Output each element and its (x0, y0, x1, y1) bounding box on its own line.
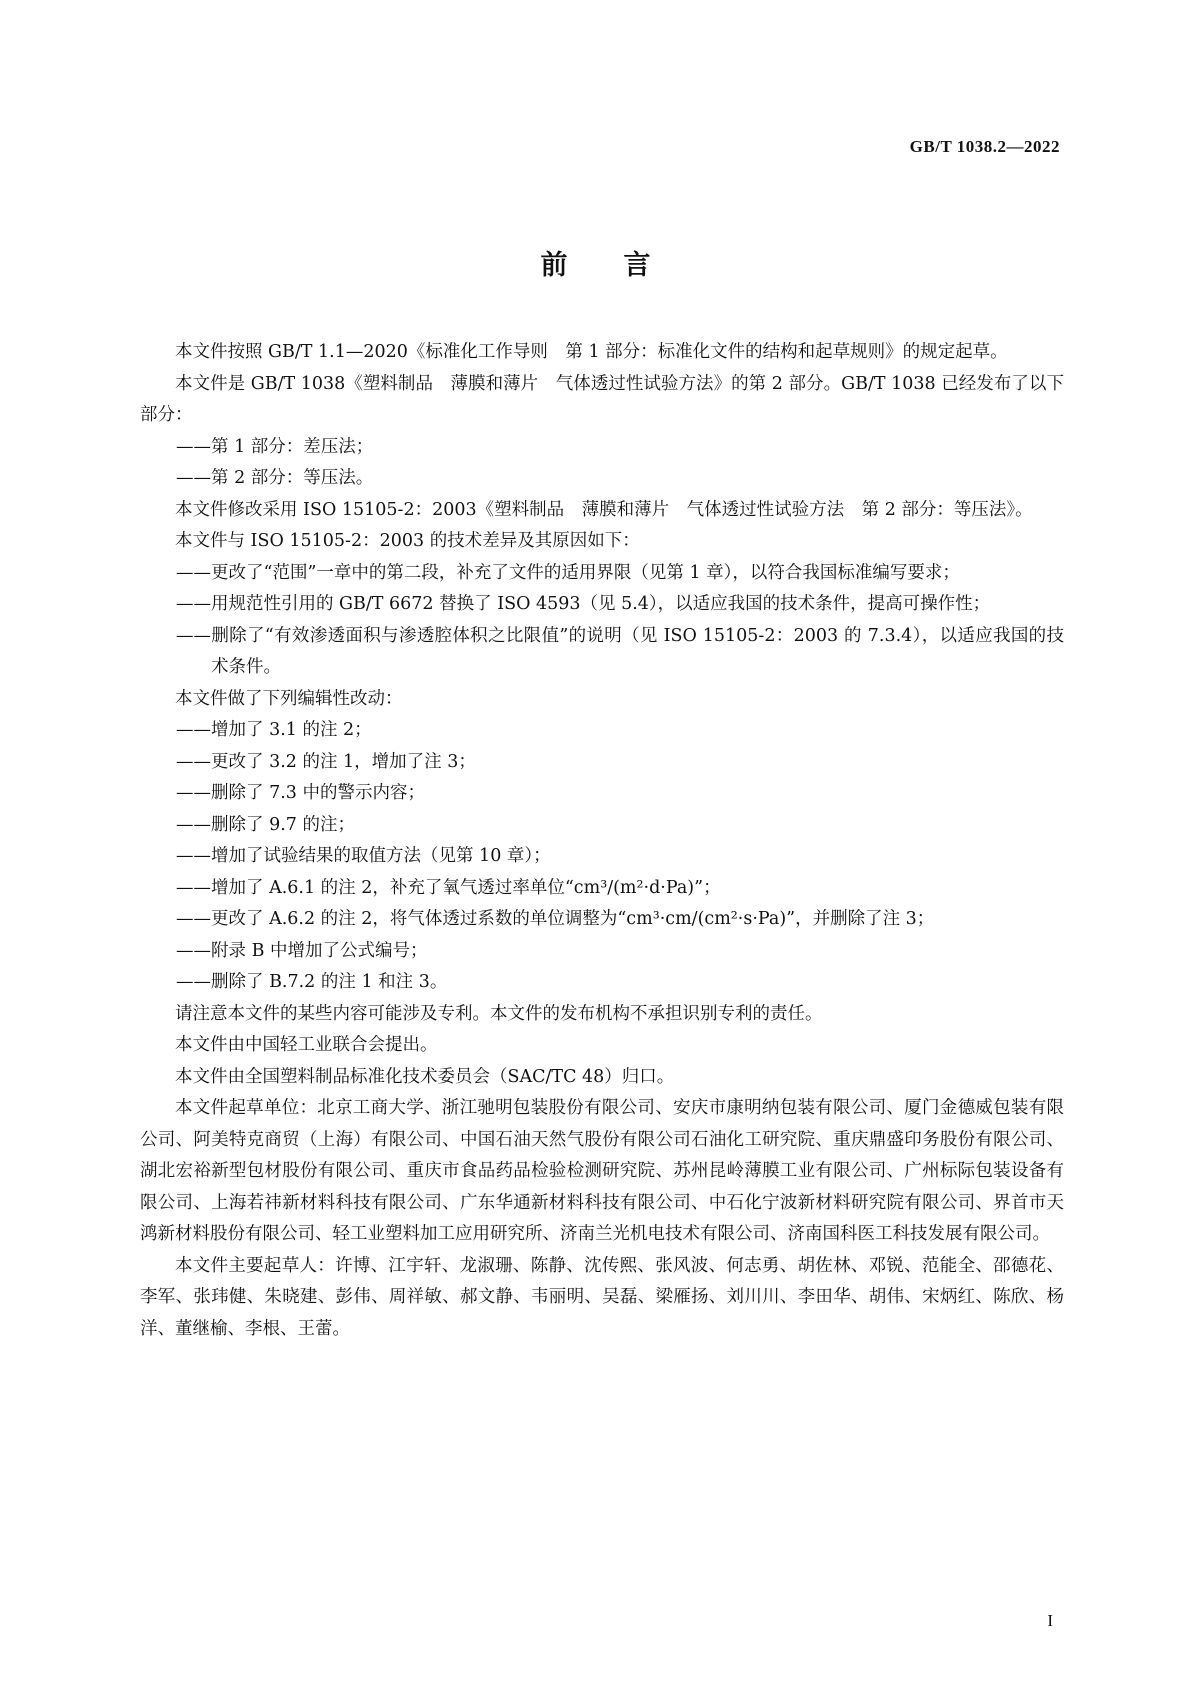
list-item: ——删除了“有效渗透面积与渗透腔体积之比限值”的说明（见 ISO 15105-2：2003 的 7.3.4），以适应我国的技术条件。 (176, 625, 1064, 677)
paragraph: 本文件修改采用 ISO 15105-2：2003《塑料制品 薄膜和薄片 气体透过性试验方法 第 2 部分：等压法》。 (175, 499, 1033, 520)
paragraph: 本文件由中国轻工业联合会提出。 (175, 1035, 438, 1055)
paragraph: 本文件做了下列编辑性改动： (175, 688, 403, 709)
paragraph: 本文件按照 GB/T 1.1—2020《标准化工作导则 第 1 部分：标准化文件的结构和起草规则》的规定起草。 (175, 342, 1008, 362)
paragraph: 本文件与 ISO 15105-2：2003 的技术差异及其原因如下： (175, 531, 640, 551)
list-item: ——更改了 A.6.2 的注 2，将气体透过系数的单位调整为“cm³·cm/(cm²·s·Pa)”，并删除了注 3； (176, 909, 935, 929)
page-title: 前言 (540, 250, 707, 281)
paragraph: 本文件主要起草人：许博、江宇轩、龙淑珊、陈静、沈传熙、张风波、何志勇、胡佐林、邓锐、范能全、邵德花、李军、张玮健、朱晓建、彭伟、周祥敏、郝文静、韦丽明、吴磊、梁雁扬、刘川川、李田华、胡伟、宋炳红、陈欣、杨洋、董继榆、李根、王蕾。 (140, 1255, 1064, 1339)
list-item: ——增加了试验结果的取值方法（见第 10 章）； (176, 846, 551, 866)
list-item: ——增加了 3.1 的注 2； (176, 720, 372, 740)
list-item: ——用规范性引用的 GB/T 6672 替换了 ISO 4593（见 5.4），以适应我国的技术条件，提高可操作性； (176, 594, 991, 614)
paragraph: 请注意本文件的某些内容可能涉及专利。本文件的发布机构不承担识别专利的责任。 (175, 1003, 823, 1024)
paragraph: 本文件由全国塑料制品标准化技术委员会（SAC/TC 48）归口。 (175, 1066, 675, 1087)
standard-code: GB/T 1038.2—2022 (909, 137, 1060, 156)
list-item: ——更改了“范围”一章中的第二段，补充了文件的适用界限（见第 1 章），以符合我国标准编写要求； (176, 562, 960, 583)
list-item: ——第 1 部分：差压法； (176, 436, 374, 457)
list-item: ——删除了 9.7 的注； (176, 814, 355, 835)
list-item: ——更改了 3.2 的注 1，增加了注 3； (176, 751, 476, 772)
list-item: ——增加了 A.6.1 的注 2，补充了氧气透过率单位“cm³/(m²·d·Pa)”； (176, 877, 721, 898)
body-text (140, 337, 1064, 1345)
paragraph: 本文件是 GB/T 1038《塑料制品 薄膜和薄片 气体透过性试验方法》的第 2 部分。GB/T 1038 已经发布了以下部分： (140, 373, 1064, 425)
list-item: ——第 2 部分：等压法。 (176, 468, 374, 488)
page-number: I (1047, 1611, 1053, 1630)
list-item: ——删除了 7.3 中的警示内容； (176, 783, 425, 803)
paragraph: 本文件起草单位：北京工商大学、浙江驰明包装股份有限公司、安庆市康明纳包装有限公司、厦门金德威包装有限公司、阿美特克商贸（上海）有限公司、中国石油天然气股份有限公司石油化工研究院、重庆鼎盛印务股份有限公司、湖北宏裕新型包材股份有限公司、重庆市食品药品检验检测研究院、苏州昆岭薄膜工业有限公司、广州标际包装设备有限公司、上海若祎新材料科技有限公司、广东华通新材料科技有限公司、中石化宁波新材料研究院有限公司、界首市天鸿新材料股份有限公司、轻工业塑料加工应用研究所、济南兰光机电技术有限公司、济南国科医工科技发展有限公司。 (140, 1098, 1064, 1244)
list-item: ——删除了 B.7.2 的注 1 和注 3。 (176, 972, 448, 992)
list-item: ——附录 B 中增加了公式编号； (176, 940, 428, 961)
